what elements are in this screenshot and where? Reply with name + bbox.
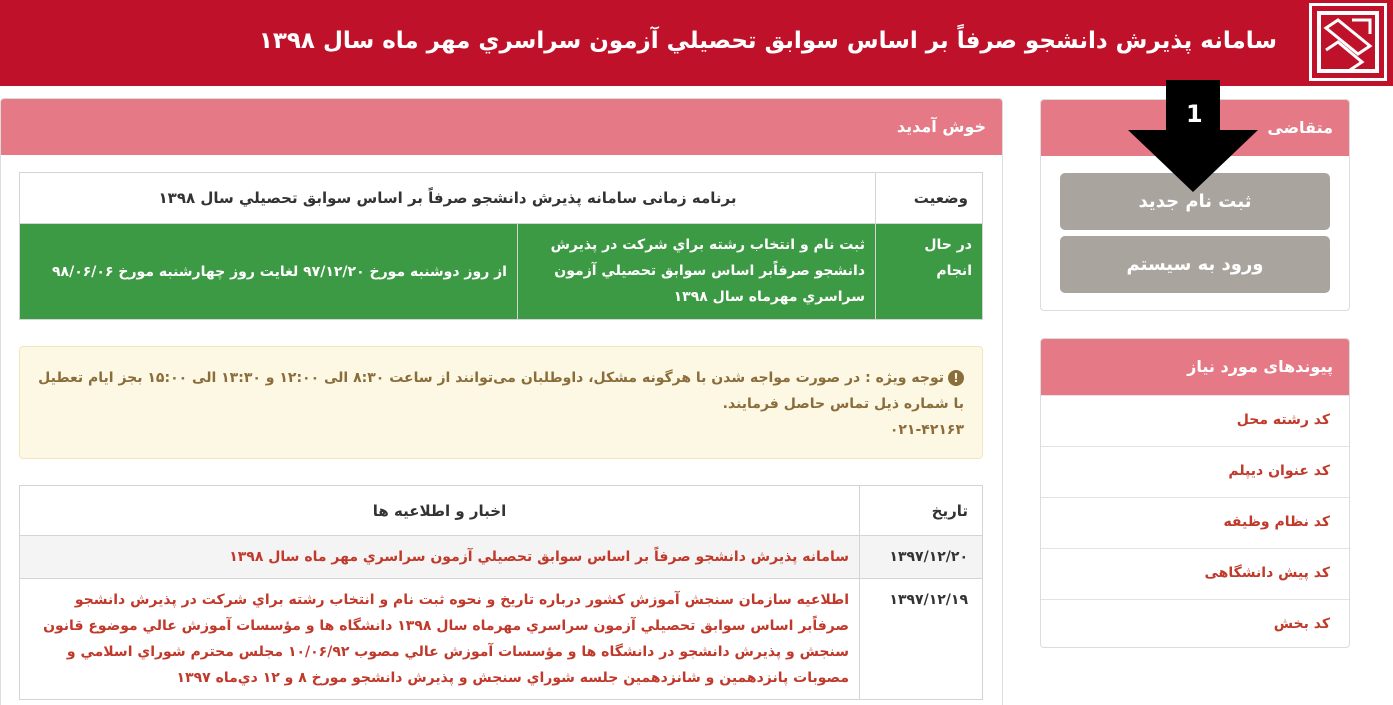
news-date-header: تاریخ <box>860 486 983 536</box>
info-icon: ! <box>948 370 964 386</box>
schedule-header: برنامه زمانی سامانه پذيرش دانشجو صرفاً بر اساس سوابق تحصيلي سال ۱۳۹۸ <box>20 173 876 224</box>
table-row <box>20 536 983 579</box>
status-table-header <box>20 173 983 224</box>
applicant-panel-title: متقاضی <box>1041 100 1349 156</box>
welcome-panel-title: خوش آمدید <box>1 99 1002 155</box>
login-button[interactable]: ورود به سیستم <box>1060 236 1330 293</box>
period-cell: از روز دوشنبه مورخ ۹۷/۱۲/۲۰ لغایت روز چهارشنبه مورخ ۹۸/۰۶/۰۶ <box>20 224 518 320</box>
link-field-code[interactable]: کد رشته محل <box>1041 395 1349 446</box>
status-row <box>20 224 983 320</box>
news-link[interactable]: اطلاعیه سازمان سنجش آموزش کشور درباره تاريخ و نحوه ثبت نام و انتخاب رشته براي شركت در پذيرش دانشجو صرفاًبر اساس سوابق تحصيلي آزمون سراسري مهرماه سال ۱۳۹۸ دانشگاه ها و مؤسسات آموزش عالي موضوع قانون سنجش و پذيرش دانشجو در دانشگاه ها و مؤسسات آموزش عالي مصوب ۱۰/۰۶/۹۲ مجلس محترم شوراي اسلامي و مصوبات پانزدهمین و شانزدهمین جلسه شوراي سنجش و پذيرش دانشجو مورخ ۸ و ۱۲ دي‌ماه ۱۳۹۷ <box>20 579 860 700</box>
notice-box <box>19 346 983 459</box>
site-title: سامانه پذيرش دانشجو صرفاً بر اساس سوابق تحصيلي آزمون سراسري مهر ماه سال ۱۳۹۸ <box>258 28 1277 54</box>
annotation-number: 1 <box>1186 100 1203 128</box>
activity-cell: ثبت نام و انتخاب رشته براي شركت در پذيرش دانشجو صرفاًبر اساس سوابق تحصيلي آزمون سراسري مهرماه سال ۱۳۹۸ <box>518 224 876 320</box>
status-header: وضعیت <box>876 173 983 224</box>
links-panel <box>1040 338 1350 648</box>
top-header <box>0 0 1393 86</box>
news-table-header <box>20 486 983 536</box>
news-date: ۱۳۹۷/۱۲/۱۹ <box>860 579 983 700</box>
register-button[interactable]: ثبت نام جدید <box>1060 173 1330 230</box>
status-table <box>19 172 983 320</box>
table-row <box>20 579 983 700</box>
logo-icon[interactable] <box>1309 3 1387 81</box>
status-cell: در حال انجام <box>876 224 983 320</box>
news-date: ۱۳۹۷/۱۲/۲۰ <box>860 536 983 579</box>
link-district-code[interactable]: کد بخش <box>1041 599 1349 648</box>
news-link[interactable]: سامانه پذيرش دانشجو صرفاً بر اساس سوابق تحصيلي آزمون سراسري مهر ماه سال ۱۳۹۸ <box>20 536 860 579</box>
link-military-code[interactable]: کد نظام وظیفه <box>1041 497 1349 548</box>
notice-line-1 <box>38 365 964 391</box>
link-diploma-code[interactable]: کد عنوان دیپلم <box>1041 446 1349 497</box>
notice-line-2: با شماره ذیل تماس حاصل فرمایند. <box>722 396 964 412</box>
links-panel-title: پیوندهای مورد نیاز <box>1041 339 1349 395</box>
notice-text-1: توجه ویژه : در صورت مواجه شدن با هرگونه مشکل، داوطلبان می‌توانند از ساعت ۸:۳۰ الی ۱۲:۰۰ و ۱۳:۳۰ الی ۱۵:۰۰ بجز ایام تعطیل <box>38 370 944 386</box>
notice-phone: ۰۲۱-۴۲۱۶۳ <box>889 422 964 438</box>
annotation-arrow-icon <box>1128 80 1258 192</box>
news-table <box>19 485 983 700</box>
news-title-header: اخبار و اطلاعیه ها <box>20 486 860 536</box>
link-preuniversity-code[interactable]: کد پیش دانشگاهی <box>1041 548 1349 599</box>
